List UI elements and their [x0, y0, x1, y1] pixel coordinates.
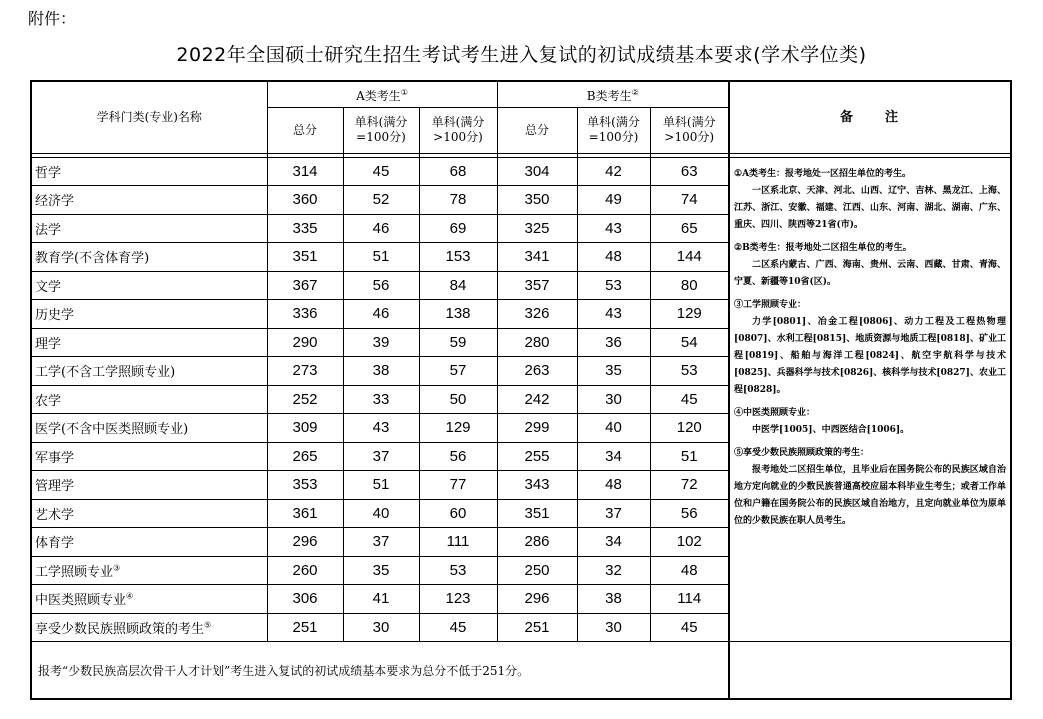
score-cell-b-s100: 43 [577, 214, 650, 243]
score-cell-b-s100: 32 [577, 556, 650, 585]
score-cell-a-s100: 40 [343, 499, 419, 528]
subject-name: 工学照顾专业③ [31, 556, 267, 585]
remark-heading: ⑤享受少数民族照顾政策的考生： [734, 447, 870, 458]
score-cell-a-total: 290 [267, 328, 343, 357]
score-cell-a-s100: 46 [343, 300, 419, 329]
score-cell-b-total: 351 [497, 499, 577, 528]
score-cell-a-s100: 41 [343, 585, 419, 614]
score-cell-b-sgt: 120 [650, 414, 729, 443]
score-cell-b-total: 299 [497, 414, 577, 443]
score-cell-b-s100: 48 [577, 471, 650, 500]
score-cell-a-sgt: 138 [419, 300, 497, 329]
a-single-100-header: 单科(满分=100分) [343, 107, 419, 153]
score-cell-b-total: 280 [497, 328, 577, 357]
score-cell-a-total: 361 [267, 499, 343, 528]
subject-name: 艺术学 [31, 499, 267, 528]
group-a-header: A类考生① [267, 81, 497, 107]
score-cell-b-total: 304 [497, 157, 577, 186]
score-cell-a-sgt: 84 [419, 271, 497, 300]
score-cell-a-total: 314 [267, 157, 343, 186]
score-cell-b-sgt: 54 [650, 328, 729, 357]
score-cell-a-sgt: 123 [419, 585, 497, 614]
score-cell-b-sgt: 114 [650, 585, 729, 614]
score-cell-a-sgt: 129 [419, 414, 497, 443]
score-cell-a-total: 335 [267, 214, 343, 243]
score-cell-b-sgt: 102 [650, 528, 729, 557]
score-cell-b-sgt: 48 [650, 556, 729, 585]
score-cell-b-sgt: 65 [650, 214, 729, 243]
remark-body: 一区系北京、天津、河北、山西、辽宁、吉林、黑龙江、上海、江苏、浙江、安徽、福建、江西、山东、河南、湖北、湖南、广东、重庆、四川、陕西等21省(市)。 [734, 185, 1006, 230]
remark-body: 二区系内蒙古、广西、海南、贵州、云南、西藏、甘肃、青海、宁夏、新疆等10省(区)。 [734, 259, 1006, 287]
score-cell-b-s100: 35 [577, 357, 650, 386]
score-cell-b-s100: 30 [577, 613, 650, 642]
score-cell-b-s100: 34 [577, 528, 650, 557]
score-cell-a-sgt: 56 [419, 442, 497, 471]
score-cell-a-sgt: 111 [419, 528, 497, 557]
score-cell-b-sgt: 63 [650, 157, 729, 186]
score-cell-b-s100: 38 [577, 585, 650, 614]
score-cell-b-total: 263 [497, 357, 577, 386]
score-cell-a-sgt: 69 [419, 214, 497, 243]
score-cell-a-s100: 38 [343, 357, 419, 386]
score-cell-a-sgt: 53 [419, 556, 497, 585]
score-cell-a-s100: 45 [343, 157, 419, 186]
score-cell-b-total: 325 [497, 214, 577, 243]
score-cell-a-s100: 43 [343, 414, 419, 443]
score-cell-a-sgt: 60 [419, 499, 497, 528]
score-cell-b-sgt: 74 [650, 186, 729, 215]
score-cell-a-s100: 52 [343, 186, 419, 215]
b-single-gt100-header: 单科(满分>100分) [650, 107, 729, 153]
table-row [31, 157, 1011, 186]
subject-name: 哲学 [31, 157, 267, 186]
score-cell-a-total: 353 [267, 471, 343, 500]
score-cell-a-sgt: 153 [419, 243, 497, 272]
score-cell-a-total: 367 [267, 271, 343, 300]
score-cell-a-s100: 37 [343, 442, 419, 471]
score-cell-a-s100: 51 [343, 243, 419, 272]
subject-name: 管理学 [31, 471, 267, 500]
footnote-marker: ⑤ [204, 620, 212, 630]
score-cell-b-total: 357 [497, 271, 577, 300]
score-cell-b-s100: 49 [577, 186, 650, 215]
subject-name: 法学 [31, 214, 267, 243]
subject-name: 享受少数民族照顾政策的考生⑤ [31, 613, 267, 642]
score-cell-b-sgt: 129 [650, 300, 729, 329]
score-cell-a-s100: 33 [343, 385, 419, 414]
score-cell-b-s100: 34 [577, 442, 650, 471]
score-cell-a-sgt: 59 [419, 328, 497, 357]
a-total-header: 总分 [267, 107, 343, 153]
score-cell-b-s100: 43 [577, 300, 650, 329]
score-cell-a-total: 260 [267, 556, 343, 585]
score-table [30, 80, 1012, 700]
score-cell-b-s100: 40 [577, 414, 650, 443]
score-cell-b-total: 296 [497, 585, 577, 614]
remark-heading: ①A类考生：报考地处一区招生单位的考生。 [734, 168, 912, 179]
score-cell-a-total: 360 [267, 186, 343, 215]
subject-name: 农学 [31, 385, 267, 414]
subject-name: 工学(不含工学照顾专业) [31, 357, 267, 386]
score-cell-b-sgt: 72 [650, 471, 729, 500]
a-single-gt100-header: 单科(满分>100分) [419, 107, 497, 153]
score-cell-b-s100: 42 [577, 157, 650, 186]
footnote-marker: ③ [113, 563, 121, 573]
score-cell-b-sgt: 80 [650, 271, 729, 300]
score-cell-a-sgt: 78 [419, 186, 497, 215]
remark-heading: ②B类考生：报考地处二区招生单位的考生。 [734, 242, 912, 253]
score-cell-b-s100: 37 [577, 499, 650, 528]
score-cell-b-sgt: 45 [650, 385, 729, 414]
score-cell-a-s100: 35 [343, 556, 419, 585]
score-cell-a-sgt: 50 [419, 385, 497, 414]
score-cell-b-s100: 30 [577, 385, 650, 414]
score-cell-a-total: 251 [267, 613, 343, 642]
remarks-cell [729, 157, 1011, 642]
footnote: 报考“少数民族高层次骨干人才计划”考生进入复试的初试成绩基本要求为总分不低于251分。 [31, 642, 729, 700]
score-cell-a-s100: 51 [343, 471, 419, 500]
score-cell-b-total: 350 [497, 186, 577, 215]
score-cell-a-sgt: 68 [419, 157, 497, 186]
score-cell-a-s100: 46 [343, 214, 419, 243]
score-cell-a-total: 306 [267, 585, 343, 614]
remark-body: 中医学[1005]、中西医结合[1006]。 [752, 424, 910, 435]
score-cell-a-s100: 30 [343, 613, 419, 642]
score-cell-a-total: 336 [267, 300, 343, 329]
score-cell-b-total: 251 [497, 613, 577, 642]
remark-body: 力学[0801]、冶金工程[0806]、动力工程及工程热物理[0807]、水利工程[0815]、地质资源与地质工程[0818]、矿业工程[0819]、船舶与海洋工程[0824]、航空宇航科学与技术[0825]、兵器科学与技术[0826]、核科学与技术[0827]、农业工程[0828]。 [734, 316, 1006, 395]
group-b-header: B类考生② [497, 81, 729, 107]
score-cell-b-sgt: 53 [650, 357, 729, 386]
score-cell-a-sgt: 77 [419, 471, 497, 500]
subject-name: 医学(不含中医类照顾专业) [31, 414, 267, 443]
score-cell-a-sgt: 45 [419, 613, 497, 642]
score-cell-b-s100: 48 [577, 243, 650, 272]
footnote-marker: ④ [126, 591, 134, 601]
remark-body: 报考地处二区招生单位，且毕业后在国务院公布的民族区域自治地方定向就业的少数民族普通高校应届本科毕业生考生；或者工作单位和户籍在国务院公布的民族区域自治地方，且定向就业单位为原单位的少数民族在职人员考生。 [734, 464, 1006, 526]
score-cell-a-total: 296 [267, 528, 343, 557]
b-single-100-header: 单科(满分=100分) [577, 107, 650, 153]
attachment-label: 附件： [28, 9, 77, 28]
subject-name: 历史学 [31, 300, 267, 329]
remark-heading: ③工学照顾专业： [734, 299, 807, 310]
score-cell-b-total: 341 [497, 243, 577, 272]
score-cell-b-total: 255 [497, 442, 577, 471]
score-cell-a-s100: 37 [343, 528, 419, 557]
score-cell-b-total: 343 [497, 471, 577, 500]
subject-name: 理学 [31, 328, 267, 357]
score-cell-b-sgt: 144 [650, 243, 729, 272]
score-cell-b-sgt: 51 [650, 442, 729, 471]
page-title: 2022年全国硕士研究生招生考试考生进入复试的初试成绩基本要求(学术学位类) [176, 44, 867, 66]
subject-column-header: 学科门类(专业)名称 [31, 81, 267, 153]
score-cell-a-sgt: 57 [419, 357, 497, 386]
score-cell-b-s100: 36 [577, 328, 650, 357]
subject-name: 体育学 [31, 528, 267, 557]
score-cell-a-total: 309 [267, 414, 343, 443]
remark-heading: ④中医类照顾专业： [734, 407, 816, 418]
score-cell-a-s100: 39 [343, 328, 419, 357]
score-cell-b-total: 326 [497, 300, 577, 329]
score-cell-a-total: 252 [267, 385, 343, 414]
score-cell-b-s100: 53 [577, 271, 650, 300]
score-cell-a-total: 351 [267, 243, 343, 272]
score-cell-b-total: 250 [497, 556, 577, 585]
score-cell-b-total: 242 [497, 385, 577, 414]
subject-name: 经济学 [31, 186, 267, 215]
score-cell-a-total: 265 [267, 442, 343, 471]
score-cell-b-sgt: 45 [650, 613, 729, 642]
score-cell-a-total: 273 [267, 357, 343, 386]
score-cell-b-sgt: 56 [650, 499, 729, 528]
subject-name: 军事学 [31, 442, 267, 471]
subject-name: 教育学(不含体育学) [31, 243, 267, 272]
subject-name: 文学 [31, 271, 267, 300]
score-cell-b-total: 286 [497, 528, 577, 557]
b-total-header: 总分 [497, 107, 577, 153]
score-cell-a-s100: 56 [343, 271, 419, 300]
subject-name: 中医类照顾专业④ [31, 585, 267, 614]
remarks-header: 备 注 [729, 81, 1011, 153]
